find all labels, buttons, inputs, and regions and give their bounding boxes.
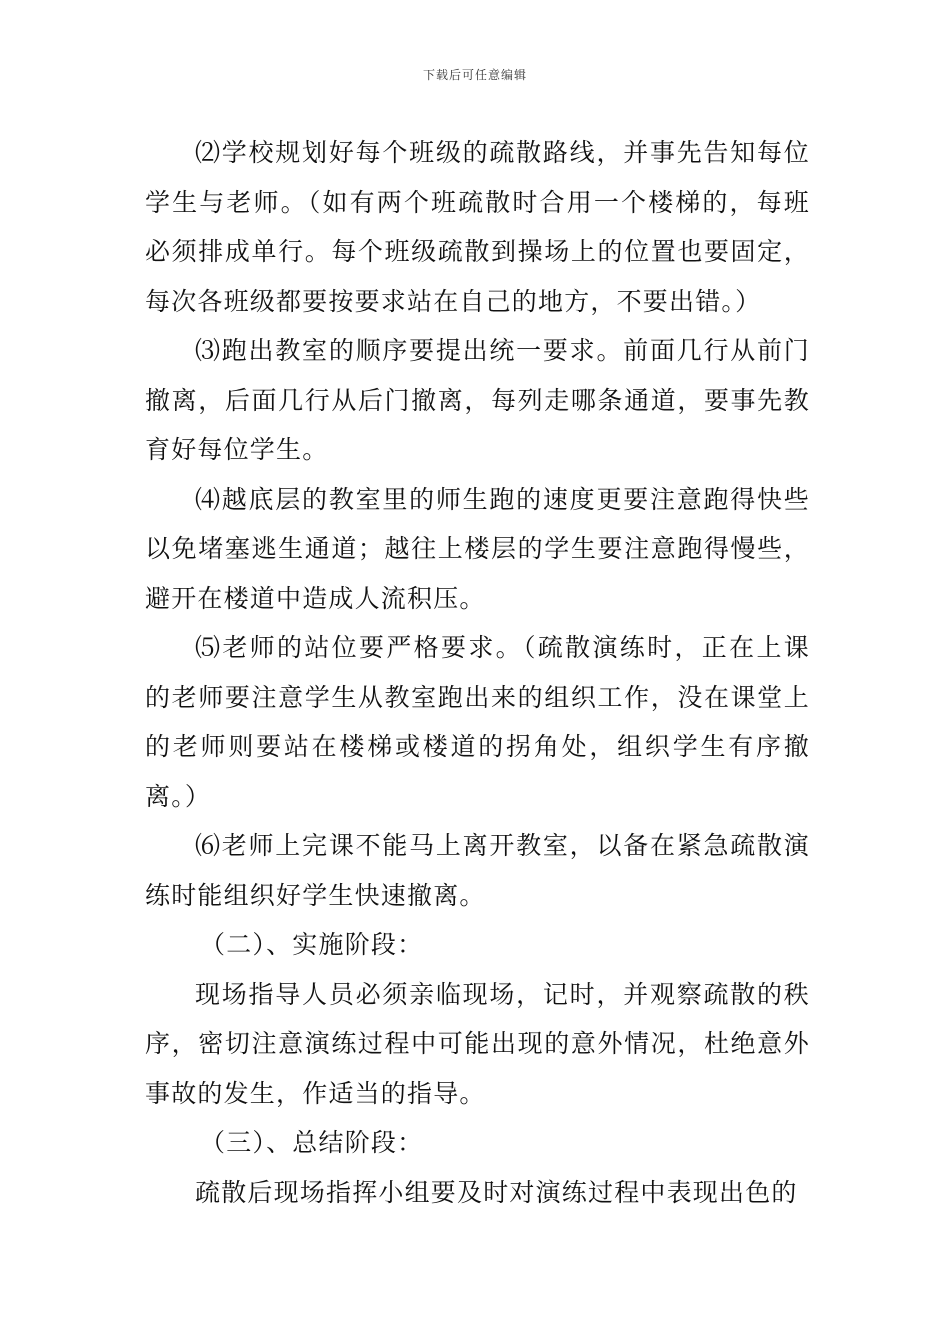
paragraph-summary: 疏散后现场指挥小组要及时对演练过程中表现出色的	[195, 1177, 798, 1207]
paragraph-teacher-stay: ⑹老师上完课不能马上离开教室，以备在紧急疏散演练时能组织好学生快速撤离。	[145, 831, 810, 910]
document-body	[145, 128, 810, 1217]
paragraph-evacuation-routes: ⑵学校规划好每个班级的疏散路线，并事先告知每位学生与老师。（如有两个班疏散时合用一个楼梯的，每班必须排成单行。每个班级疏散到操场上的位置也要固定，每次各班级都要按要求站在自己的地方，不要出错。）	[145, 138, 810, 316]
paragraph-implementation: 现场指导人员必须亲临现场，记时，并观察疏散的秩序，密切注意演练过程中可能出现的意外情况，杜绝意外事故的发生，作适当的指导。	[145, 979, 810, 1108]
paragraph-teacher-positions: ⑸老师的站位要严格要求。（疏散演练时，正在上课的老师要注意学生从教室跑出来的组织工作，没在课堂上的老师则要站在楼梯或楼道的拐角处，组织学生有序撤离。）	[145, 633, 810, 811]
paragraph-exit-order: ⑶跑出教室的顺序要提出统一要求。前面几行从前门撤离，后面几行从后门撤离，每列走哪条通道，要事先教育好每位学生。	[145, 336, 810, 464]
section-heading-summary: （三）、总结阶段：	[200, 1128, 424, 1157]
section-heading-implementation: （二）、实施阶段：	[200, 930, 424, 959]
page-header: 下载后可任意编辑	[422, 68, 527, 82]
paragraph-floor-speed: ⑷越底层的教室里的师生跑的速度更要注意跑得快些以免堵塞逃生通道；越往上楼层的学生要注意跑得慢些，避开在楼道中造成人流积压。	[145, 484, 810, 613]
